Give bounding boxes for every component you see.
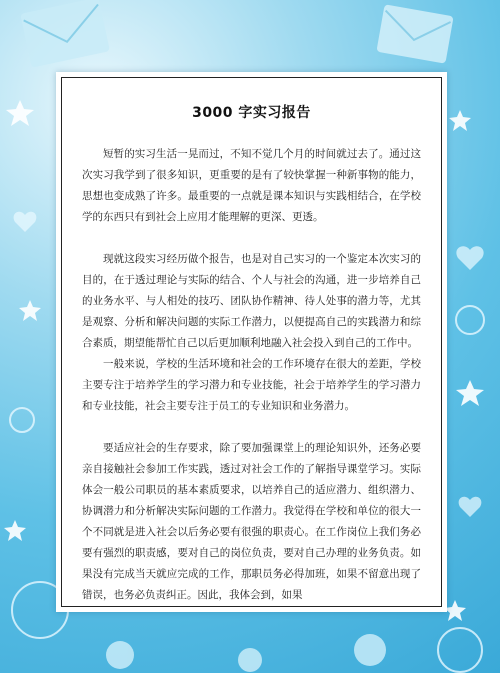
star-icon bbox=[4, 520, 26, 541]
star-icon bbox=[456, 380, 484, 406]
star-icon bbox=[449, 110, 471, 131]
star-icon bbox=[6, 100, 34, 126]
document-body bbox=[82, 144, 421, 606]
star-icon bbox=[444, 600, 466, 621]
heart-icon bbox=[456, 246, 483, 270]
paragraph: 要适应社会的生存要求，除了要加强课堂上的理论知识外，还务必要亲自接触社会参加工作实践，透过对社会工作的了解指导课堂学习。实际体会一般公司职员的基本素质要求，以培养自己的适应潜力、组织潜力、协调潜力和分析解决实际问题的工作潜力。我觉得在学校和单位的很大一个不同就是进入社会以后务必要有很强的职责心。在工作岗位上我们务必要有强烈的职责感，要对自己的岗位负责，要对自己办理的业务负责。如果没有完成当天就应完成的工作，那职员务必得加班，如果不留意出现了错误，也务必负责纠正。因此，我体会到，如果 bbox=[82, 442, 421, 601]
heart-icon bbox=[14, 212, 37, 232]
flower-icon bbox=[238, 648, 262, 672]
flower-icon bbox=[106, 641, 134, 669]
flower-icon bbox=[354, 634, 386, 666]
envelope-icon bbox=[20, 0, 110, 68]
envelope-icon bbox=[376, 4, 453, 63]
document-title: 3000 字实习报告 bbox=[192, 105, 311, 121]
paragraph: 现就这段实习经历做个报告，也是对自己实习的一个鉴定本次实习的目的，在于透过理论与实际的结合、个人与社会的沟通，进一步培养自己的业务水平、与人相处的技巧、团队协作精神、待人处事的潜力等，尤其是观察、分析和解决问题的实际工作潜力，以便提高自己的实践潜力和综合素质，期望能帮忙自己以后更加顺利地融入社会投入到自己的工作中。 bbox=[82, 253, 421, 349]
heart-icon bbox=[459, 497, 482, 517]
star-icon bbox=[19, 300, 41, 321]
paragraph: 短暂的实习生活一晃而过，不知不觉几个月的时间就过去了。通过这次实习我学到了很多知识，更重要的是有了较快掌握一种新事物的能力，思想也变成熟了许多。最重要的一点就是课本知识与实践相结合，在学校学的东西只有到社会上应用才能理解的更深、更透。 bbox=[82, 148, 421, 223]
paragraph: 一般来说，学校的生活环境和社会的工作环境存在很大的差距，学校主要专注于培养学生的学习潜力和专业技能，社会于培养学生的学习潜力和专业技能，社会主要专注于员工的专业知识和业务潜力。 bbox=[82, 358, 421, 412]
document-page bbox=[56, 72, 447, 612]
